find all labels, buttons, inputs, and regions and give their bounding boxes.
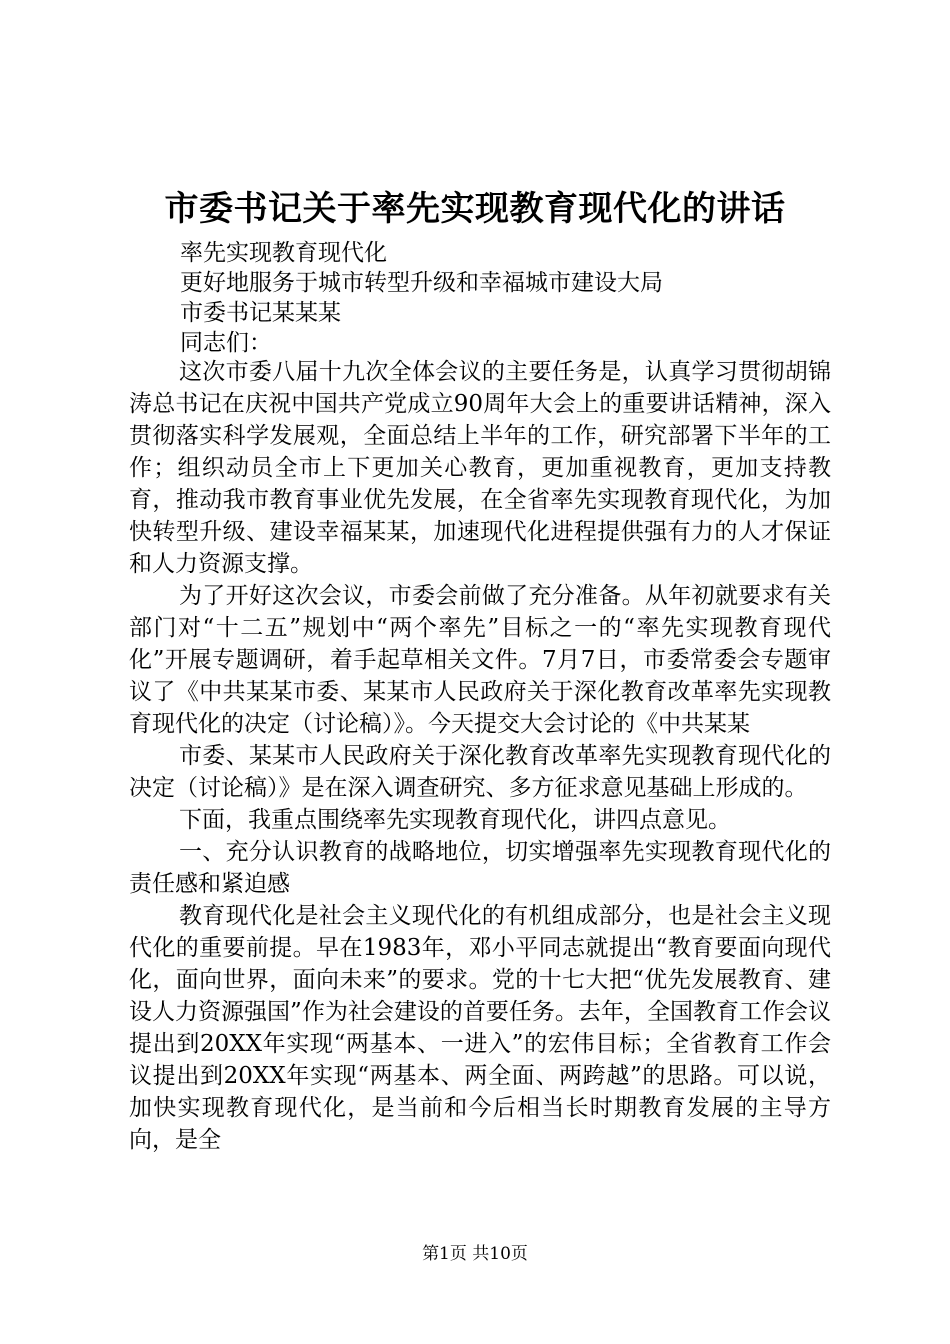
subtitle-line: 率先实现教育现代化 (180, 240, 387, 266)
author-line: 市委书记某某某 (180, 300, 341, 326)
salutation: 同志们： (180, 330, 272, 356)
paragraph: 教育现代化是社会主义现代化的有机组成部分，也是社会主义现代化的重要前提。早在1983年，邓小平同志就提出“教育要面向现代化，面向世界，面向未来”的要求。党的十七大把“优先发展教育、建设人力资源强国”作为社会建设的首要任务。去年，全国教育工作会议提出到20XX年实现“两基本、一进入”的宏伟目标；全省教育工作会议提出到20XX年实现“两基本、两全面、两跨越”的思路。可以说，加快实现教育现代化，是当前和今后相当长时期教育发展的主导方向，是全 (129, 903, 831, 1153)
document-title: 市委书记关于率先实现教育现代化的讲话 (164, 189, 786, 229)
document-body (129, 356, 831, 1156)
paragraph: 下面，我重点围绕率先实现教育现代化，讲四点意见。 (179, 807, 731, 833)
paragraph: 这次市委八届十九次全体会议的主要任务是，认真学习贯彻胡锦涛总书记在庆祝中国共产党成立90周年大会上的重要讲话精神，深入贯彻落实科学发展观，全面总结上半年的工作，研究部署下半年的工作；组织动员全市上下更加关心教育，更加重视教育，更加支持教育，推动我市教育事业优先发展，在全省率先实现教育现代化，为加快转型升级、建设幸福某某，加速现代化进程提供强有力的人才保证和人力资源支撑。 (129, 359, 831, 577)
paragraph: 市委、某某市人民政府关于深化教育改革率先实现教育现代化的决定（讨论稿）》是在深入调查研究、多方征求意见基础上形成的。 (129, 743, 831, 801)
page-number-footer: 第1页 共10页 (422, 1244, 528, 1264)
paragraph: 为了开好这次会议，市委会前做了充分准备。从年初就要求有关部门对“十二五”规划中“两个率先”目标之一的“率先实现教育现代化”开展专题调研，着手起草相关文件。7月7日，市委常委会专题审议了《中共某某市委、某某市人民政府关于深化教育改革率先实现教育现代化的决定（讨论稿）》。今天提交大会讨论的《中共某某 (129, 583, 831, 737)
subtitle-line: 更好地服务于城市转型升级和幸福城市建设大局 (180, 270, 663, 296)
section-heading: 一、充分认识教育的战略地位，切实增强率先实现教育现代化的责任感和紧迫感 (129, 839, 831, 897)
